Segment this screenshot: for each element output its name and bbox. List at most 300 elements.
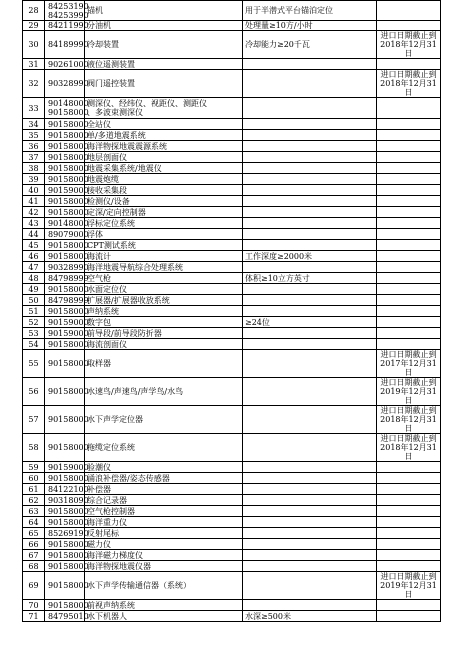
remark-line: 2018年12月31日 [380,415,437,433]
row-number: 60 [23,473,45,484]
row-number: 41 [23,196,45,207]
spec-requirement [243,339,377,350]
hs-code-line: 90158000 [48,284,89,294]
hs-code [45,130,89,141]
item-name [85,196,243,207]
table-row [23,174,441,185]
hs-code-line: 90158000 [48,517,89,527]
hs-code [45,517,89,528]
remark [377,317,441,328]
hs-code [45,328,89,339]
hs-code [45,185,89,196]
remark-line: 进口日期截止到 [380,378,437,387]
hs-code-line: 84795010 [48,611,89,621]
remark [377,484,441,495]
item-name-line: 浮体 [87,229,103,239]
hs-code-line: 90158000 [48,561,89,571]
row-number: 58 [23,434,45,462]
item-name-line: 水面定位仪 [87,284,127,294]
hs-code [45,98,89,119]
hs-code-line: 90158000 [48,240,89,250]
row-number: 40 [23,185,45,196]
hs-code [45,506,89,517]
table-row [23,229,441,240]
remark [377,207,441,218]
row-number: 31 [23,59,45,70]
remark [377,196,441,207]
hs-code-line: 84189990 [48,40,89,49]
row-number: 42 [23,207,45,218]
spec-requirement: 工作深度≥2000米 [243,251,377,262]
hs-code [45,218,89,229]
item-name [85,59,243,70]
hs-code [45,21,89,31]
item-name [85,611,243,622]
item-name [85,517,243,528]
item-name-line: 单/多道地震系统 [87,130,146,140]
row-number: 32 [23,70,45,98]
item-name [85,462,243,473]
item-name [85,119,243,130]
item-name-line: 海流计 [87,251,111,261]
item-name-line: 海洋物探地震震源系统 [87,141,167,151]
hs-code-line: 90158000 [48,152,89,162]
item-name [85,152,243,163]
spec-requirement: ≥24位 [243,317,377,328]
table-row [23,31,441,59]
hs-code-line: 90158000 [48,207,89,217]
remark [377,31,441,59]
row-number: 37 [23,152,45,163]
remark [377,462,441,473]
spec-requirement [243,434,377,462]
hs-code-line: 90148000 [48,218,89,228]
hs-code-line: 89079000 [48,229,89,239]
remark [377,59,441,70]
hs-code [45,284,89,295]
remark [377,152,441,163]
remark [377,130,441,141]
row-number: 62 [23,495,45,506]
spec-requirement [243,70,377,98]
remark-line: 进口日期截止到 [380,31,437,40]
row-number: 69 [23,572,45,600]
item-name [85,406,243,434]
item-name-line: 补偿器 [87,484,111,494]
hs-code-line: 90159000 [48,185,89,195]
item-name [85,130,243,141]
table-row [23,70,441,98]
hs-code-line: 90328990 [48,262,89,272]
item-name [85,1,243,21]
spec-requirement [243,350,377,378]
spec-requirement: 冷却能力≥20千瓦 [243,31,377,59]
remark [377,70,441,98]
spec-requirement [243,141,377,152]
hs-code [45,528,89,539]
remark-line: 进口日期截止到 [380,406,437,415]
remark-line: 2019年12月31日 [380,387,437,405]
row-number: 34 [23,119,45,130]
hs-code-line: 90159000 [48,462,89,472]
hs-code-line: 90158000 [48,581,89,590]
table-row [23,406,441,434]
row-number: 51 [23,306,45,317]
item-name-line: 检测仪/设备 [87,196,130,206]
spec-requirement [243,506,377,517]
item-name-line: 空气枪控制器 [87,506,135,516]
item-name [85,550,243,561]
hs-code [45,251,89,262]
row-number: 28 [23,1,45,21]
spec-requirement [243,517,377,528]
item-name [85,21,243,31]
hs-code [45,59,89,70]
row-number: 38 [23,163,45,174]
hs-code [45,550,89,561]
remark-line: 2017年12月31日 [380,359,437,377]
remark [377,98,441,119]
hs-code [45,207,89,218]
row-number: 70 [23,600,45,611]
hs-code-line: 90158000 [48,550,89,560]
item-name-line: 水下机器人 [87,611,127,621]
hs-code-line: 90328990 [48,79,89,88]
row-number: 67 [23,550,45,561]
remark [377,141,441,152]
remark [377,406,441,434]
table-row [23,600,441,611]
table-row [23,119,441,130]
row-number: 61 [23,484,45,495]
hs-code [45,600,89,611]
spec-requirement [243,98,377,119]
item-name [85,572,243,600]
spec-requirement: 用于半潜式平台锚泊定位 [243,1,377,21]
item-name-line: 测深仪、经纬仪、视距仪、测距仪 [87,99,207,108]
item-name [85,561,243,572]
hs-code [45,295,89,306]
hs-code-line: 84253990 [48,10,89,20]
table-row [23,317,441,328]
equipment-table [22,0,441,622]
row-number: 59 [23,462,45,473]
spec-requirement [243,240,377,251]
row-number: 48 [23,273,45,284]
item-name [85,218,243,229]
row-number: 65 [23,528,45,539]
hs-code-line: 90159000 [48,317,89,327]
item-name-line: 数字包 [87,317,111,327]
remark [377,339,441,350]
spec-requirement [243,539,377,550]
row-number: 50 [23,295,45,306]
hs-code-line: 90158000 [48,174,89,184]
table-row [23,473,441,484]
item-name [85,98,243,119]
hs-code [45,473,89,484]
item-name-line: 液位遥测装置 [87,59,135,69]
item-name-line: 声纳系统 [87,306,119,316]
row-number: 68 [23,561,45,572]
hs-code-line: 90158000 [48,108,89,117]
item-name-line: 涌浪补偿器/姿态传感器 [87,473,170,483]
item-name [85,251,243,262]
row-number: 29 [23,21,45,31]
remark-line: 2019年12月31日 [380,581,437,599]
spec-requirement [243,495,377,506]
item-name-line: 前视声纳系统 [87,600,135,610]
item-name [85,528,243,539]
row-number: 44 [23,229,45,240]
spec-requirement [243,284,377,295]
item-name-line: 磁力仪 [87,539,111,549]
hs-code-line: 90158000 [48,443,89,452]
hs-code [45,1,89,21]
spec-requirement [243,196,377,207]
item-name [85,141,243,152]
remark-line: 2018年12月31日 [380,40,437,58]
remark [377,185,441,196]
hs-code [45,484,89,495]
hs-code [45,572,89,600]
remark [377,328,441,339]
remark [377,572,441,600]
table-row [23,350,441,378]
table-row [23,273,441,284]
remark [377,378,441,406]
hs-code [45,339,89,350]
row-number: 64 [23,517,45,528]
item-name [85,306,243,317]
row-number: 63 [23,506,45,517]
item-name-line: 综合记录器 [87,495,127,505]
table-row [23,561,441,572]
hs-code-line: 90158000 [48,473,89,483]
remark [377,229,441,240]
spec-requirement [243,163,377,174]
hs-code-line: 84211990 [48,21,89,30]
table-row [23,218,441,229]
item-name-line: 分油机 [87,21,111,30]
spec-requirement [243,406,377,434]
hs-code [45,196,89,207]
table-row [23,196,441,207]
hs-code-line: 84253190 [48,1,89,11]
row-number: 47 [23,262,45,273]
item-name-line: 反射尾标 [87,528,119,538]
hs-code [45,141,89,152]
item-name [85,295,243,306]
table-row [23,339,441,350]
table-row [23,98,441,119]
spec-requirement [243,218,377,229]
remark [377,240,441,251]
table-row [23,506,441,517]
hs-code [45,229,89,240]
remark [377,251,441,262]
row-number: 53 [23,328,45,339]
hs-code-line: 90158000 [48,141,89,151]
row-number: 46 [23,251,45,262]
table-row [23,207,441,218]
table-row [23,185,441,196]
item-name-line: 全站仪 [87,119,111,129]
hs-code [45,152,89,163]
spec-requirement [243,229,377,240]
hs-code-line: 84122100 [48,484,89,494]
spec-requirement [243,550,377,561]
item-name-line: 浮标定位系统 [87,218,135,228]
hs-code [45,163,89,174]
remark [377,434,441,462]
spec-requirement [243,484,377,495]
item-name [85,600,243,611]
hs-code [45,350,89,378]
remark [377,506,441,517]
table-row [23,1,441,21]
hs-code-line: 90318090 [48,495,89,505]
remark [377,21,441,31]
item-name-line: 扩展器/扩展器收放系统 [87,295,170,305]
remark [377,306,441,317]
spec-requirement [243,473,377,484]
table-row [23,21,441,31]
row-number: 71 [23,611,45,622]
spec-requirement [243,600,377,611]
remark [377,517,441,528]
item-name-line: 前导段/前导段防折器 [87,328,162,338]
hs-code [45,240,89,251]
hs-code [45,378,89,406]
remark-line: 2018年12月31日 [380,79,437,97]
hs-code-line: 90159000 [48,328,89,338]
remark [377,550,441,561]
remark-line: 进口日期截止到 [380,350,437,359]
table-row [23,262,441,273]
hs-code-line: 90158000 [48,539,89,549]
hs-code [45,462,89,473]
item-name [85,185,243,196]
remark [377,528,441,539]
table-body [23,1,441,622]
item-name-line: 锚机 [87,6,103,15]
item-name-line: 水速鸟/声速鸟/声学鸟/水鸟 [87,387,184,396]
hs-code [45,317,89,328]
row-number: 39 [23,174,45,185]
row-number: 45 [23,240,45,251]
hs-code-line: 90158000 [48,359,89,368]
hs-code-line: 90158000 [48,251,89,261]
row-number: 35 [23,130,45,141]
item-name-line: 地震采集系统/地震仪 [87,163,162,173]
spec-requirement [243,119,377,130]
hs-code [45,31,89,59]
item-name [85,539,243,550]
remark [377,262,441,273]
spec-requirement [243,462,377,473]
item-name-line: 海洋地震导航综合处理系统 [87,262,183,272]
spec-requirement [243,174,377,185]
item-name-line: 地震炮缆 [87,174,119,184]
hs-code-line: 90158000 [48,119,89,129]
item-name [85,350,243,378]
spec-requirement [243,561,377,572]
hs-code-line: 90158000 [48,387,89,396]
hs-code [45,273,89,284]
item-name [85,207,243,218]
row-number: 30 [23,31,45,59]
item-name [85,70,243,98]
item-name [85,317,243,328]
table-row [23,517,441,528]
spec-requirement [243,152,377,163]
item-name [85,31,243,59]
hs-code-line: 84798999 [48,295,89,305]
hs-code-line: 85269190 [48,528,89,538]
item-name [85,328,243,339]
hs-code-line: 90158000 [48,339,89,349]
remark [377,473,441,484]
remark-line: 2018年12月31日 [380,443,437,461]
spec-requirement [243,185,377,196]
item-name-line: 定深/定向控制器 [87,207,146,217]
table-row [23,295,441,306]
hs-code-line: 90261000 [48,59,89,69]
remark [377,495,441,506]
row-number: 55 [23,350,45,378]
spec-requirement [243,328,377,339]
table-row [23,59,441,70]
hs-code [45,119,89,130]
hs-code [45,306,89,317]
hs-code-line: 90158000 [48,600,89,610]
hs-code [45,495,89,506]
spec-requirement [243,572,377,600]
remark-line: 进口日期截止到 [380,70,437,79]
table-row [23,611,441,622]
item-name [85,484,243,495]
row-number: 43 [23,218,45,229]
spec-requirement [243,262,377,273]
row-number: 54 [23,339,45,350]
row-number: 49 [23,284,45,295]
spec-requirement [243,59,377,70]
spec-requirement [243,306,377,317]
hs-code [45,539,89,550]
item-name-line: 取样器 [87,359,111,368]
item-name [85,163,243,174]
table-row [23,163,441,174]
hs-code-line: 90158000 [48,415,89,424]
item-name-line: 海洋磁力梯度仪 [87,550,143,560]
table-row [23,495,441,506]
table-row [23,378,441,406]
remark [377,295,441,306]
item-name-line: 阀门遥控装置 [87,79,135,88]
table-row [23,528,441,539]
spec-requirement [243,378,377,406]
hs-code-line: 84798999 [48,273,89,283]
remark-line: 进口日期截止到 [380,434,437,443]
item-name-line: 水下声学传输通信器（系统） [87,581,191,590]
hs-code [45,262,89,273]
row-number: 52 [23,317,45,328]
table-row [23,550,441,561]
item-name [85,434,243,462]
remark [377,273,441,284]
item-name [85,473,243,484]
